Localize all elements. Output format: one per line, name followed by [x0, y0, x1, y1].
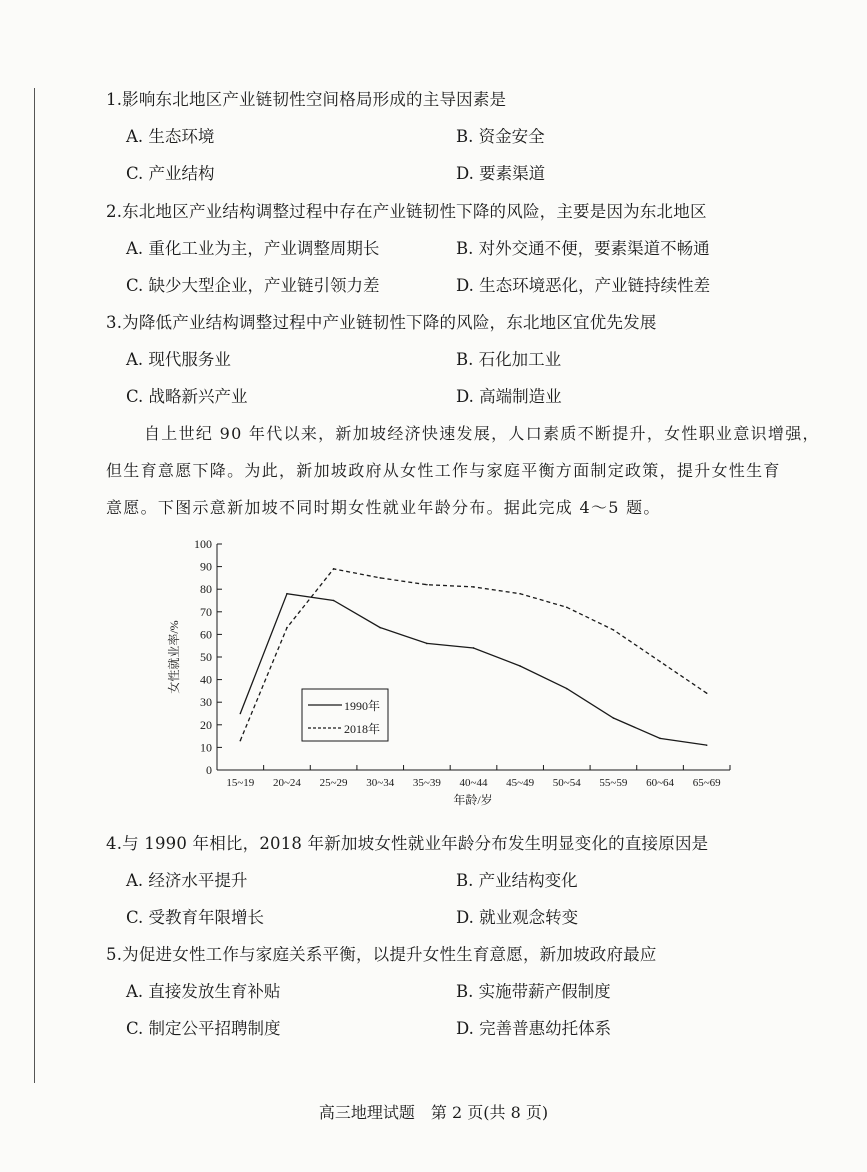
data-point-2018年-20~24 — [286, 627, 288, 629]
data-point-2018年-25~29 — [333, 568, 335, 570]
question-4-stem: 4.与 1990 年相比，2018 年新加坡女性就业年龄分布发生明显变化的直接原因是 — [106, 834, 709, 853]
x-tick-label: 60~64 — [646, 777, 675, 789]
x-tick-label: 65~69 — [692, 777, 721, 789]
x-tick-label: 30~34 — [366, 777, 395, 789]
x-tick-label: 40~44 — [459, 777, 488, 789]
y-tick-label: 60 — [200, 627, 212, 642]
data-point-1990年-35~39 — [426, 643, 428, 645]
x-tick-label: 45~49 — [506, 777, 535, 789]
y-tick-label: 80 — [200, 582, 212, 597]
question-2-stem: 2.东北地区产业结构调整过程中存在产业链韧性下降的风险，主要是因为东北地区 — [106, 202, 707, 221]
q1-option-c: C. 产业结构 — [126, 164, 215, 183]
q3-option-a: A. 现代服务业 — [126, 350, 231, 369]
y-tick-label: 70 — [200, 604, 212, 619]
page-footer: 高三地理试题 第 2 页(共 8 页) — [318, 1103, 549, 1122]
data-point-2018年-35~39 — [426, 584, 428, 586]
x-tick-label: 20~24 — [272, 777, 301, 789]
data-point-1990年-65~69 — [706, 744, 708, 746]
q3-option-c: C. 战略新兴产业 — [126, 387, 248, 406]
data-point-1990年-40~44 — [473, 647, 475, 649]
q1-option-d: D. 要素渠道 — [456, 164, 546, 183]
data-point-2018年-60~64 — [659, 661, 661, 663]
q1-option-b: B. 资金安全 — [456, 127, 545, 146]
data-point-1990年-45~49 — [519, 665, 521, 667]
y-tick-label: 50 — [200, 650, 212, 664]
q5-option-d: D. 完善普惠幼托体系 — [456, 1019, 612, 1038]
data-point-2018年-40~44 — [473, 586, 475, 588]
passage-line-3: 意愿。下图示意新加坡不同时期女性就业年龄分布。据此完成 4～5 题。 — [106, 498, 661, 517]
binding-margin-line — [34, 88, 35, 1083]
y-tick-label: 0 — [206, 763, 212, 777]
x-tick-label: 25~29 — [319, 777, 348, 789]
passage-line-2: 但生育意愿下降。为此，新加坡政府从女性工作与家庭平衡方面制定政策，提升女性生育 — [106, 461, 781, 480]
q3-option-d: D. 高端制造业 — [456, 387, 562, 406]
q2-option-c: C. 缺少大型企业，产业链引领力差 — [126, 276, 380, 295]
q3-option-b: B. 石化加工业 — [456, 350, 562, 369]
q5-option-a: A. 直接发放生育补贴 — [126, 982, 281, 1001]
x-tick-label: 50~54 — [552, 777, 581, 789]
q4-option-c: C. 受教育年限增长 — [126, 908, 265, 927]
y-tick-label: 10 — [200, 740, 212, 755]
q5-option-b: B. 实施带薪产假制度 — [456, 982, 611, 1001]
data-point-1990年-20~24 — [286, 593, 288, 595]
x-tick-label: 55~59 — [599, 777, 628, 789]
y-tick-label: 100 — [194, 537, 212, 551]
q1-option-a: A. 生态环境 — [126, 127, 215, 146]
data-point-2018年-30~34 — [379, 577, 381, 579]
y-tick-label: 30 — [200, 695, 212, 710]
x-axis-label: 年龄/岁 — [453, 793, 493, 807]
data-point-2018年-55~59 — [613, 629, 615, 631]
q4-option-a: A. 经济水平提升 — [126, 871, 248, 890]
q2-option-a: A. 重化工业为主，产业调整周期长 — [126, 239, 380, 258]
data-point-1990年-60~64 — [659, 738, 661, 740]
data-point-1990年-50~54 — [566, 688, 568, 690]
data-point-1990年-25~29 — [333, 600, 335, 602]
question-5-stem: 5.为促进女性工作与家庭关系平衡，以提升女性生育意愿，新加坡政府最应 — [106, 945, 657, 964]
q4-option-d: D. 就业观念转变 — [456, 908, 579, 927]
data-point-2018年-45~49 — [519, 593, 521, 595]
q2-option-b: B. 对外交通不便，要素渠道不畅通 — [456, 239, 710, 258]
data-point-1990年-55~59 — [613, 717, 615, 719]
data-point-2018年-15~19 — [240, 740, 242, 742]
employment-rate-chart — [160, 530, 740, 820]
q4-option-b: B. 产业结构变化 — [456, 871, 578, 890]
data-point-2018年-50~54 — [566, 606, 568, 608]
y-tick-label: 20 — [200, 717, 212, 732]
q5-option-c: C. 制定公平招聘制度 — [126, 1019, 281, 1038]
question-3-stem: 3.为降低产业结构调整过程中产业链韧性下降的风险，东北地区宜优先发展 — [106, 313, 657, 332]
legend-label-1990: 1990年 — [344, 699, 381, 713]
q2-option-d: D. 生态环境恶化，产业链持续性差 — [456, 276, 711, 295]
passage-line-1: 自上世纪 90 年代以来，新加坡经济快速发展，人口素质不断提升，女性职业意识增强， — [144, 424, 820, 443]
y-tick-label: 90 — [200, 559, 212, 574]
question-1-stem: 1.影响东北地区产业链韧性空间格局形成的主导因素是 — [106, 90, 507, 109]
y-tick-label: 40 — [200, 672, 212, 687]
data-point-2018年-65~69 — [706, 692, 708, 694]
x-tick-label: 35~39 — [412, 777, 441, 789]
legend-label-2018: 2018年 — [344, 722, 381, 736]
x-tick-label: 15~19 — [226, 777, 255, 789]
legend — [302, 689, 388, 741]
data-point-1990年-30~34 — [379, 627, 381, 629]
y-axis-label: 女性就业率/% — [167, 620, 181, 694]
data-point-1990年-15~19 — [240, 713, 242, 715]
